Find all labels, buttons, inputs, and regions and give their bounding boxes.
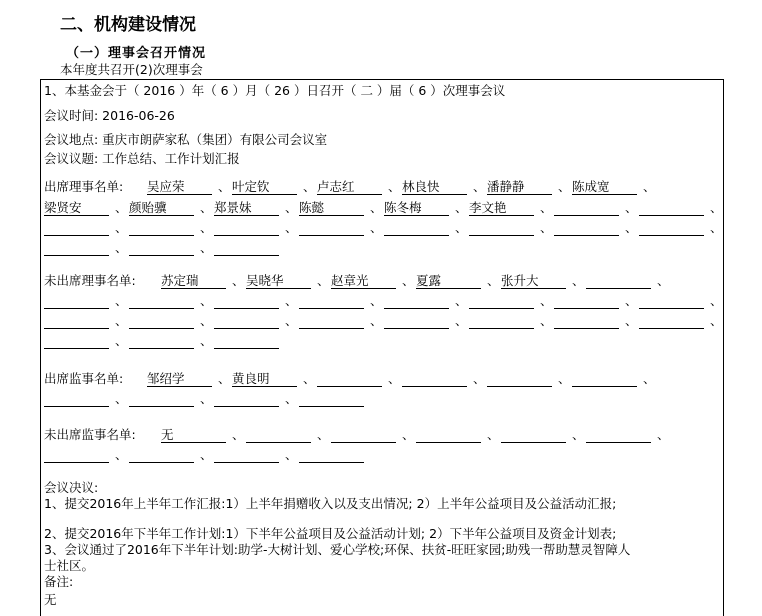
separator: 、 xyxy=(370,220,383,235)
separator: 、 xyxy=(473,371,486,386)
name-blank: 张升大 xyxy=(501,273,566,289)
name-blank xyxy=(639,293,704,309)
name-blank xyxy=(44,391,109,407)
name-blank xyxy=(214,447,279,463)
separator: 、 xyxy=(285,391,298,406)
absent-supervisors-label: 未出席监事名单: xyxy=(44,427,136,442)
name-blank xyxy=(554,293,619,309)
separator: 、 xyxy=(115,391,128,406)
name-blank xyxy=(487,371,552,387)
name-blank xyxy=(129,391,194,407)
name-blank xyxy=(554,313,619,329)
separator: 、 xyxy=(625,313,638,328)
sub-title: （一）理事会召开情况 xyxy=(66,46,207,61)
separator: 、 xyxy=(710,200,723,215)
name-blank xyxy=(469,220,534,236)
separator: 、 xyxy=(388,371,401,386)
name-blank xyxy=(129,333,194,349)
separator: 、 xyxy=(540,293,553,308)
separator: 、 xyxy=(370,313,383,328)
meeting-time: 会议时间: 2016-06-26 xyxy=(44,108,175,123)
name-blank: 陈懿 xyxy=(299,200,364,216)
name-blank xyxy=(44,313,109,329)
name-blank: 陈冬梅 xyxy=(384,200,449,216)
meeting-place: 会议地点: 重庆市朗萨家私（集团）有限公司会议室 xyxy=(44,132,328,147)
name-blank xyxy=(214,220,279,236)
name-blank xyxy=(384,313,449,329)
separator: 、 xyxy=(455,220,468,235)
name-blank xyxy=(44,447,109,463)
name-blank xyxy=(129,293,194,309)
separator: 、 xyxy=(558,179,571,194)
separator: 、 xyxy=(572,273,585,288)
remarks-value: 无 xyxy=(44,592,57,607)
separator: 、 xyxy=(487,427,500,442)
name-blank: 林良快 xyxy=(402,179,467,195)
name-blank xyxy=(214,313,279,329)
separator: 、 xyxy=(710,313,723,328)
name-blank xyxy=(469,313,534,329)
separator: 、 xyxy=(218,371,231,386)
separator: 、 xyxy=(540,200,553,215)
separator: 、 xyxy=(115,240,128,255)
separator: 、 xyxy=(643,371,656,386)
separator: 、 xyxy=(657,273,670,288)
separator: 、 xyxy=(200,313,213,328)
resolution-line: 1、提交2016年上半年工作汇报:1）上半年捐赠收入以及支出情况; 2）上半年公益项目及公益活动汇报; xyxy=(44,496,617,511)
separator: 、 xyxy=(285,313,298,328)
name-blank: 黄良明 xyxy=(232,371,297,387)
separator: 、 xyxy=(285,447,298,462)
name-blank xyxy=(554,200,619,216)
separator: 、 xyxy=(643,179,656,194)
resolution-label: 会议决议: xyxy=(44,480,99,495)
name-blank xyxy=(44,220,109,236)
name-blank: 陈成宽 xyxy=(572,179,637,195)
name-blank: 潘静静 xyxy=(487,179,552,195)
name-blank: 李文艳 xyxy=(469,200,534,216)
name-blank: 夏露 xyxy=(416,273,481,289)
name-blank xyxy=(572,371,637,387)
separator: 、 xyxy=(388,179,401,194)
name-blank xyxy=(639,220,704,236)
separator: 、 xyxy=(402,427,415,442)
name-blank xyxy=(586,427,651,443)
name-blank: 吴应荣 xyxy=(147,179,212,195)
separator: 、 xyxy=(115,447,128,462)
name-blank xyxy=(299,293,364,309)
separator: 、 xyxy=(402,273,415,288)
separator: 、 xyxy=(540,313,553,328)
name-blank xyxy=(331,427,396,443)
separator: 、 xyxy=(317,273,330,288)
absent-directors-label: 未出席理事名单: xyxy=(44,273,136,288)
separator: 、 xyxy=(200,333,213,348)
name-blank xyxy=(402,371,467,387)
name-blank xyxy=(299,391,364,407)
name-blank xyxy=(214,391,279,407)
name-blank xyxy=(554,220,619,236)
separator: 、 xyxy=(487,273,500,288)
separator: 、 xyxy=(218,179,231,194)
separator: 、 xyxy=(232,273,245,288)
name-blank xyxy=(44,333,109,349)
section-title: 二、机构建设情况 xyxy=(60,15,196,35)
separator: 、 xyxy=(657,427,670,442)
separator: 、 xyxy=(572,427,585,442)
name-blank: 颜贻骥 xyxy=(129,200,194,216)
separator: 、 xyxy=(710,220,723,235)
name-blank xyxy=(639,200,704,216)
resolution-line: 士社区。 xyxy=(44,558,95,573)
name-blank xyxy=(299,447,364,463)
separator: 、 xyxy=(200,200,213,215)
name-blank: 梁贤安 xyxy=(44,200,109,216)
name-blank xyxy=(317,371,382,387)
attending-supervisors-label: 出席监事名单: xyxy=(44,371,124,386)
separator: 、 xyxy=(115,200,128,215)
name-blank xyxy=(586,273,651,289)
name-blank: 无 xyxy=(161,427,226,443)
separator: 、 xyxy=(455,200,468,215)
separator: 、 xyxy=(473,179,486,194)
name-blank xyxy=(44,293,109,309)
separator: 、 xyxy=(625,220,638,235)
separator: 、 xyxy=(317,427,330,442)
meeting-count: 本年度共召开(2)次理事会 xyxy=(60,62,203,77)
remarks-label: 备注: xyxy=(44,574,74,589)
name-blank xyxy=(384,293,449,309)
separator: 、 xyxy=(303,371,316,386)
attending-directors-label: 出席理事名单: xyxy=(44,179,124,194)
name-blank: 赵章光 xyxy=(331,273,396,289)
separator: 、 xyxy=(540,220,553,235)
separator: 、 xyxy=(115,293,128,308)
name-blank: 苏定瑞 xyxy=(161,273,226,289)
separator: 、 xyxy=(115,333,128,348)
name-blank xyxy=(214,333,279,349)
name-blank xyxy=(44,240,109,256)
separator: 、 xyxy=(710,293,723,308)
name-blank: 卢志红 xyxy=(317,179,382,195)
separator: 、 xyxy=(285,220,298,235)
separator: 、 xyxy=(303,179,316,194)
separator: 、 xyxy=(370,293,383,308)
name-blank xyxy=(501,427,566,443)
name-blank xyxy=(129,240,194,256)
name-blank xyxy=(214,293,279,309)
name-blank xyxy=(246,427,311,443)
meeting-topic: 会议议题: 工作总结、工作计划汇报 xyxy=(44,151,240,166)
separator: 、 xyxy=(625,200,638,215)
name-blank: 吴晓华 xyxy=(246,273,311,289)
meeting-header: 1、本基金会于（ 2016 ）年（ 6 ）月（ 26 ）日召开（ 二 ）届（ 6 ）次理事会议 xyxy=(44,83,506,98)
resolution-line: 3、会议通过了2016年下半年计划:助学-大树计划、爱心学校;环保、扶贫-旺旺家园;助残一帮助慧灵智障人 xyxy=(44,542,631,557)
separator: 、 xyxy=(285,293,298,308)
name-blank xyxy=(469,293,534,309)
separator: 、 xyxy=(200,240,213,255)
name-blank xyxy=(129,313,194,329)
separator: 、 xyxy=(200,220,213,235)
name-blank xyxy=(129,220,194,236)
meeting-record-box xyxy=(40,79,724,616)
separator: 、 xyxy=(200,293,213,308)
separator: 、 xyxy=(625,293,638,308)
name-blank xyxy=(299,313,364,329)
separator: 、 xyxy=(455,313,468,328)
name-blank: 邹绍学 xyxy=(147,371,212,387)
separator: 、 xyxy=(455,293,468,308)
name-blank: 郑景妹 xyxy=(214,200,279,216)
separator: 、 xyxy=(200,391,213,406)
name-blank xyxy=(384,220,449,236)
separator: 、 xyxy=(232,427,245,442)
separator: 、 xyxy=(285,200,298,215)
separator: 、 xyxy=(115,313,128,328)
separator: 、 xyxy=(200,447,213,462)
name-blank xyxy=(299,220,364,236)
name-blank xyxy=(416,427,481,443)
name-blank: 叶定钦 xyxy=(232,179,297,195)
name-blank xyxy=(129,447,194,463)
separator: 、 xyxy=(115,220,128,235)
resolution-line: 2、提交2016年下半年工作计划:1）下半年公益项目及公益活动计划; 2）下半年公益项目及资金计划表; xyxy=(44,526,617,541)
separator: 、 xyxy=(558,371,571,386)
separator: 、 xyxy=(370,200,383,215)
name-blank xyxy=(214,240,279,256)
name-blank xyxy=(639,313,704,329)
